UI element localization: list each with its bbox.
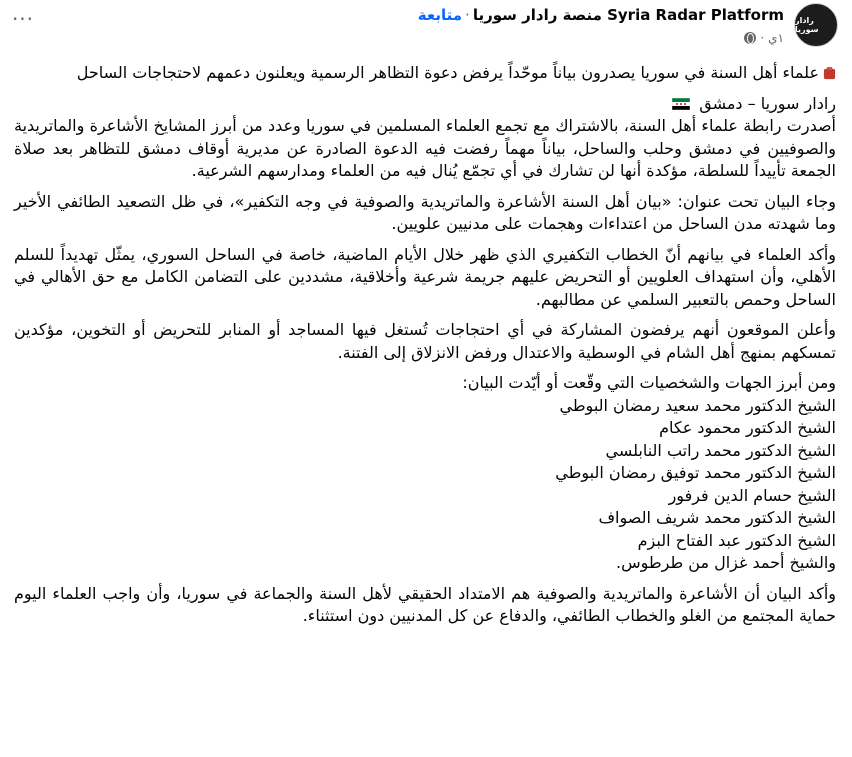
more-options-icon[interactable]: ··· — [11, 7, 35, 31]
source-label: رادار سوريا – دمشق — [699, 93, 836, 113]
syria-flag-icon — [672, 98, 690, 110]
post-header — [0, 0, 852, 58]
paragraph-3: وأكد العلماء في بيانهم أنّ الخطاب التكفيري الذي ظهر خلال الأيام الماضية، خاصة في الساحل السوري، يمثّل تهديداً للسلم الأهلي، وأن استهداف العلويين أو التحريض عليهم جريمة شرعية وأخلاقية، مشددين على التضامن الكامل مع حق الأهالي في الساحل وحمص بالتعبير السلمي عن مطالبهم. — [14, 244, 836, 309]
signatory-item: الشيخ الدكتور محمد شريف الصواف — [598, 508, 836, 527]
paragraph-4: وأعلن الموقعون أنهم يرفضون المشاركة في أي احتجاجات تُستغل فيها المساجد أو المنابر للتحريض أو التخوين، مؤكدين تمسكهم بمنهج أهل الشام في الوسطية والاعتدال ورفض الانزلاق إلى الفتنة. — [14, 320, 836, 362]
separator-dot-small: · — [760, 31, 765, 45]
post-body — [14, 62, 836, 636]
signatory-item: الشيخ الدكتور عبد الفتاح البزم — [637, 530, 836, 550]
post-meta — [744, 31, 784, 45]
page-avatar[interactable] — [794, 3, 838, 47]
avatar-text: رادار سوريا — [795, 16, 819, 34]
signatories-list — [14, 395, 836, 575]
follow-button[interactable]: متابعة — [417, 6, 463, 24]
post-title: علماء أهل السنة في سوريا يصدرون بياناً موحّداً يرفض دعوة التظاهر الرسمية ويعلنون دعمهم لاحتجاجات الساحل — [76, 63, 819, 82]
signatory-item: والشيخ أحمد غزال من طرطوس. — [616, 553, 836, 572]
source-line — [14, 93, 836, 116]
separator-dot: · — [465, 6, 470, 24]
signatory-item: الشيخ حسام الدين فرفور — [668, 485, 836, 505]
signatories-intro: ومن أبرز الجهات والشخصيات التي وقّعت أو أيّدت البيان: — [462, 373, 836, 392]
paragraph-2: وجاء البيان تحت عنوان: «بيان أهل السنة الأشاعرة والماتريدية والصوفية في وجه التكفير»، في ظل التصعيد الطائفي الأخير وما شهدته مدن الساحل من اعتداءات وهجمات على مدنيين علويين. — [14, 191, 836, 233]
closing-paragraph: وأكد البيان أن الأشاعرة والماتريدية والصوفية هم الامتداد الحقيقي لأهل السنة والجماعة في سوريا، وأن واجب العلماء اليوم حماية المجتمع من الغلو والخطاب الطائفي، والدفاع عن كل المدنيين دون استثناء. — [14, 583, 836, 625]
red-bullet-icon — [823, 67, 836, 80]
paragraph-1: أصدرت رابطة علماء أهل السنة، بالاشتراك مع تجمع العلماء المسلمين في سوريا وعدد من أبرز المشايخ الأشاعرة والماتريدية والصوفيين في دمشق وحلب والساحل، بياناً مهماً رفضت فيه الدعوة الصادرة عن مديرية أوقاف دمشق للتظاهر بعد صلاة الجمعة تأييداً للسلطة، مؤكدة أنها لن تشارك في أي تجمّع يُنال فيه من العلماء ومدارسهم الشرعية. — [14, 116, 836, 180]
page-name-link[interactable]: Syria Radar Platform منصة رادار سوريا — [472, 6, 784, 24]
post-time[interactable]: ١ي — [768, 31, 784, 45]
signatory-item: الشيخ الدكتور محمود عكام — [659, 418, 836, 437]
signatory-item: الشيخ الدكتور محمد توفيق رمضان البوطي — [555, 463, 836, 482]
signatory-item: الشيخ الدكتور محمد راتب النابلسي — [605, 440, 836, 460]
globe-icon — [744, 32, 756, 44]
name-line — [418, 6, 784, 24]
signatory-item: الشيخ الدكتور محمد سعيد رمضان البوطي — [559, 395, 836, 415]
post-title-paragraph — [14, 62, 836, 85]
